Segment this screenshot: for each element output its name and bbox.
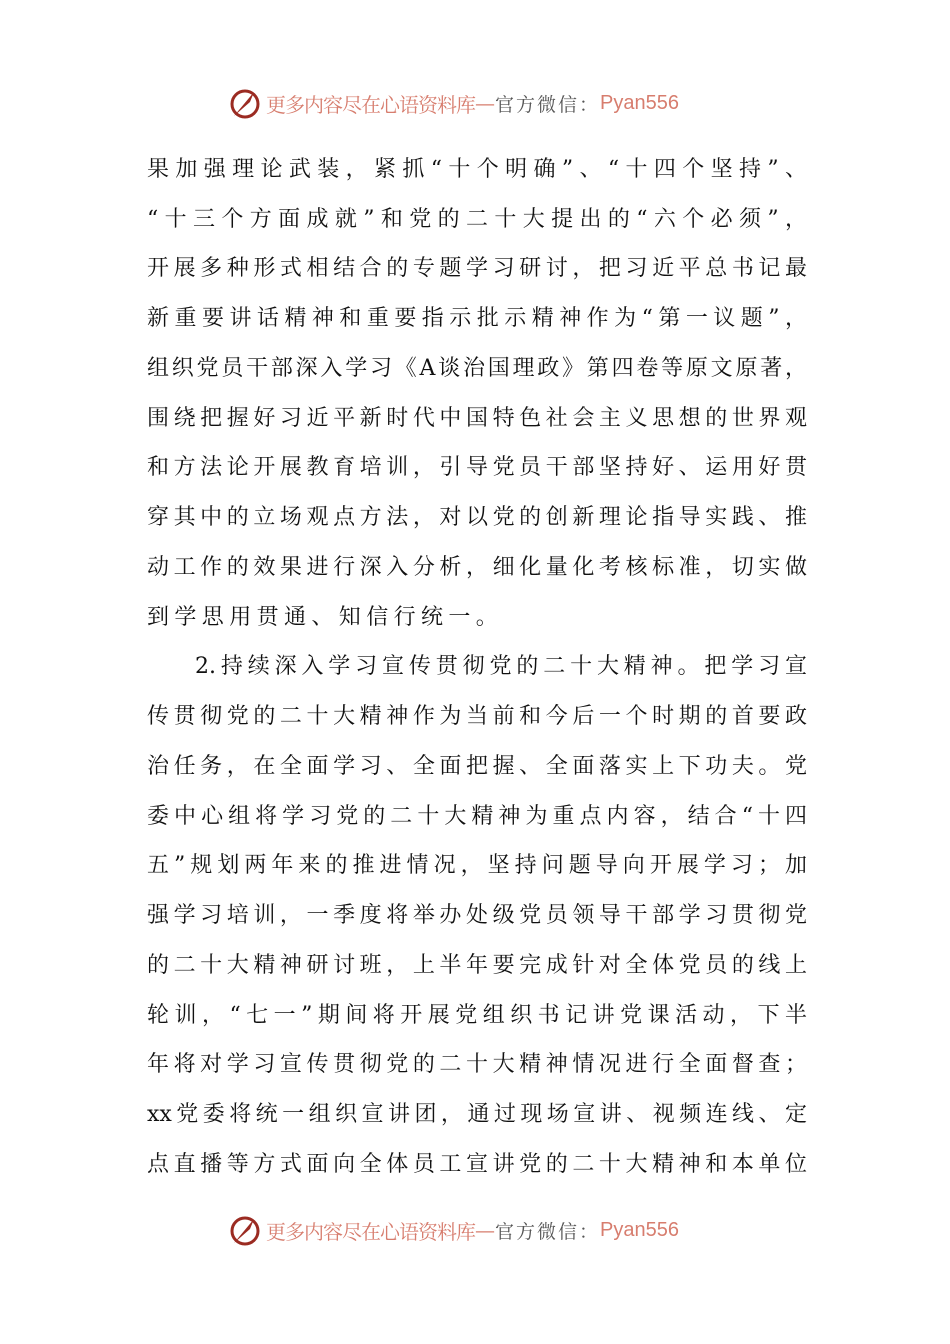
text-line: xx党委将统一组织宣讲团，通过现场宣讲、视频连线、定 [147,1102,807,1127]
text-line: 轮训，“七一”期间将开展党组织书记讲党课活动，下半 [147,1003,807,1028]
footer-banner [228,1212,679,1248]
site-name: 更多内容尽在心语资料库 [266,92,475,117]
text-line: 传贯彻党的二十大精神作为当前和今后一个时期的首要政 [147,704,807,729]
wechat-label: 官方微信： [495,1220,601,1243]
text-line: 的二十大精神研讨班，上半年要完成针对全体党员的线上 [147,953,807,978]
dash: — [475,1218,495,1242]
text-line: 动工作的效果进行深入分析，细化量化考核标准，切实做 [147,555,807,580]
text-line: 五”规划两年来的推进情况，坚持问题导向开展学习；加 [147,853,807,878]
text-line: 开展多种形式相结合的专题学习研讨，把习近平总书记最 [147,256,807,281]
text-line: 治任务，在全面学习、全面把握、全面落实上下功夫。党 [147,754,807,779]
text-line: 新重要讲话精神和重要指示批示精神作为“第一议题”， [147,306,807,331]
section-heading-line: 2.持续深入学习宣传贯彻党的二十大精神。把学习宣 [195,654,807,679]
text-line: 到学思用贯通、知信行统一。 [147,605,504,630]
text-line: 组织党员干部深入学习《A谈治国理政》第四卷等原文原著， [147,356,807,381]
text-line: 果加强理论武装，紧抓“十个明确”、“十四个坚持”、 [147,157,807,182]
text-line: 年将对学习宣传贯彻党的二十大精神情况进行全面督查； [147,1052,807,1077]
quill-logo-icon [228,86,262,120]
text-line: 强学习培训，一季度将举办处级党员领导干部学习贯彻党 [147,903,807,928]
text-line: 围绕把握好习近平新时代中国特色社会主义思想的世界观 [147,406,807,431]
quill-logo-icon [228,1213,262,1247]
text-line: 和方法论开展教育培训，引导党员干部坚持好、运用好贯 [147,455,807,480]
site-name: 更多内容尽在心语资料库 [266,1219,475,1244]
wechat-id: Pyan556 [600,91,679,114]
text-line: 委中心组将学习党的二十大精神为重点内容，结合“十四 [147,804,807,829]
wechat-id: Pyan556 [600,1218,679,1241]
header-banner [228,85,679,121]
text-line: 穿其中的立场观点方法，对以党的创新理论指导实践、推 [147,505,807,530]
text-line: “十三个方面成就”和党的二十大提出的“六个必须”， [147,207,807,232]
dash: — [475,91,495,115]
text-line: 点直播等方式面向全体员工宣讲党的二十大精神和本单位 [147,1152,807,1177]
wechat-label: 官方微信： [495,93,601,116]
